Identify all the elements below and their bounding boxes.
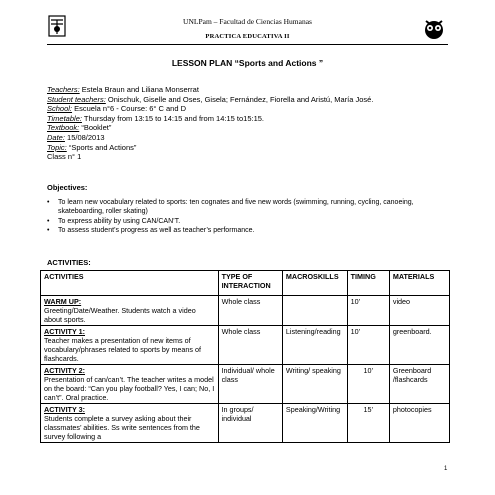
timing-cell: 10’ [347, 365, 389, 404]
macroskills-cell: Writing/ speaking [282, 365, 347, 404]
activity-cell [41, 296, 219, 326]
activity-name: ACTIVITY 3: [44, 405, 86, 414]
info-value: Escuela n°6 - Course: 6° C and D [72, 104, 186, 114]
column-header: ACTIVITIES [41, 271, 219, 296]
info-value: “Booklet” [79, 123, 112, 133]
activity-name: ACTIVITY 2: [44, 366, 86, 375]
macroskills-cell: Speaking/Writing [282, 404, 347, 443]
info-student-teachers [47, 95, 373, 105]
list-item [47, 198, 447, 217]
timing-cell: 15’ [347, 404, 389, 443]
interaction-cell: Individual/ whole class [218, 365, 282, 404]
activity-cell [41, 404, 219, 443]
activity-cell [41, 326, 219, 365]
header-divider [47, 44, 448, 45]
info-date [47, 133, 373, 143]
table-row [41, 326, 450, 365]
info-school [47, 104, 373, 114]
macroskills-cell: Listening/reading [282, 326, 347, 365]
activity-name: WARM UP: [44, 297, 82, 306]
interaction-cell: Whole class [218, 296, 282, 326]
activity-text: Students complete a survey asking about their classmates’ abilities. Ss write sentences from the survey following a [44, 414, 200, 441]
owl-logo [424, 18, 444, 40]
info-value: “Sports and Actions” [66, 142, 137, 152]
materials-cell: Greenboard /flashcards [389, 365, 449, 404]
info-value: Class n° 1 [47, 152, 82, 162]
interaction-cell: Whole class [218, 326, 282, 365]
info-label: Topic: [47, 142, 67, 152]
column-header: TYPE OF INTERACTION [218, 271, 282, 296]
info-label: Teachers: [47, 85, 80, 94]
info-value: 15/08/2013 [64, 132, 105, 142]
materials-cell: greenboard. [389, 326, 449, 365]
timing-cell: 10’ [347, 296, 389, 326]
info-textbook [47, 123, 373, 133]
list-item [47, 217, 447, 226]
info-label: Date: [47, 132, 65, 142]
objectives-list [47, 198, 447, 236]
column-header: MATERIALS [389, 271, 449, 296]
info-label: Student teachers: [47, 94, 106, 104]
university-name: UNLPam – Facultad de Ciencias Humanas [183, 17, 312, 26]
materials-cell: video [389, 296, 449, 326]
activity-text: Teacher makes a presentation of new items of vocabulary/phrases related to sports by means of flashcards. [44, 336, 202, 363]
bullet-icon: • [47, 217, 50, 225]
document-title: LESSON PLAN “Sports and Actions ” [171, 58, 324, 68]
page-number: 1 [444, 466, 448, 472]
info-label: Timetable: [47, 113, 82, 123]
table-row [41, 296, 450, 326]
info-timetable [47, 114, 373, 124]
activity-text: Greeting/Date/Weather. Students watch a video about sports. [44, 306, 196, 324]
objective-text: To express ability by using CAN/CAN’T. [58, 217, 181, 225]
table-header-row [41, 271, 450, 296]
course-name: PRACTICA EDUCATIVA II [205, 33, 290, 40]
timing-cell: 10’ [347, 326, 389, 365]
info-label: School: [47, 104, 73, 114]
materials-cell: photocopies [389, 404, 449, 443]
table-row [41, 404, 450, 443]
activities-table [40, 270, 450, 443]
interaction-cell: In groups/ individual [218, 404, 282, 443]
info-value: Thursday from 13:15 to 14:15 and from 14:15 to15:15. [81, 113, 265, 123]
info-class-number [47, 152, 373, 162]
info-teachers [47, 85, 373, 95]
column-header: TIMING [347, 271, 389, 296]
info-topic [47, 143, 373, 153]
info-label: Textbook: [47, 123, 80, 133]
info-value: Estela Braun and Liliana Monserrat [79, 85, 199, 94]
objective-text: To assess student’s progress as well as teacher’s performance. [58, 227, 255, 235]
lesson-info [47, 85, 373, 162]
macroskills-cell [282, 296, 347, 326]
list-item [47, 226, 447, 235]
activity-name: ACTIVITY 1: [44, 327, 86, 336]
activity-cell [41, 365, 219, 404]
bullet-icon: • [47, 199, 50, 206]
objective-text: To learn new vocabulary related to sports: ten cognates and five new words (swimming, running, cycling, canoeing, skateboarding, roller skating) [58, 199, 414, 216]
column-header: MACROSKILLS [282, 271, 347, 296]
bullet-icon: • [47, 227, 50, 235]
info-value: Onischuk, Giselle and Oses, Gisela; Fernández, Fiorella and Aristú, María José. [105, 94, 374, 104]
objectives-heading: Objectives: [47, 183, 88, 192]
activities-heading: ACTIVITIES: [47, 258, 91, 267]
table-row [41, 365, 450, 404]
activity-text: Presentation of can/can’t. The teacher writes a model on the board: “Can you play football? Yes, I can; No, I can’t”. Oral practice. [44, 375, 215, 402]
